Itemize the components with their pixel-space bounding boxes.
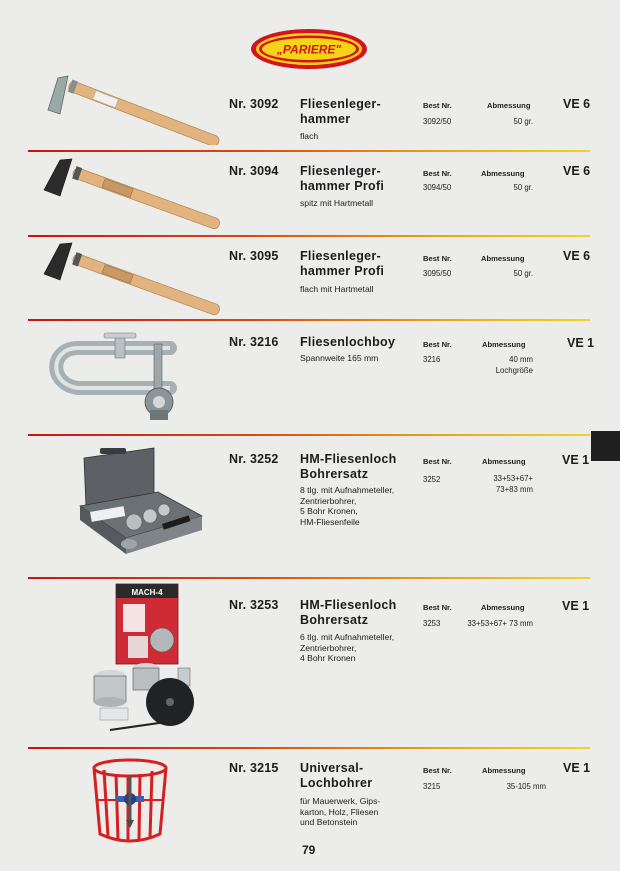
article-number: Nr. 3095 xyxy=(229,249,279,263)
dimension-line: 33+53+67+ xyxy=(493,474,533,483)
description-line: 4 Bohr Kronen xyxy=(300,653,356,663)
abmessung-header: Abmessung xyxy=(481,603,525,612)
product-title xyxy=(300,598,397,628)
packaging-unit: VE 6 xyxy=(563,97,591,111)
dimension-line: Lochgröße xyxy=(495,365,533,375)
dimension-line: 50 gr. xyxy=(513,117,533,126)
product-title xyxy=(300,761,372,791)
best-nr-header: Best Nr. xyxy=(423,169,452,178)
description-line: spitz mit Hartmetall xyxy=(300,198,374,208)
dimension xyxy=(423,117,533,128)
drill-bit-set-package-icon xyxy=(30,580,230,740)
packaging-unit: VE 1 xyxy=(562,453,590,467)
product-image-3095 xyxy=(30,238,230,318)
description-line: 6 tlg. mit Aufnahmeteller, xyxy=(300,632,395,642)
best-nr-header: Best Nr. xyxy=(423,340,452,349)
article-number: Nr. 3092 xyxy=(229,97,279,111)
abmessung-header: Abmessung xyxy=(482,457,526,466)
description-line: karton, Holz, Fliesen xyxy=(300,806,379,817)
abmessung-header: Abmessung xyxy=(482,766,526,775)
product-image-3092 xyxy=(30,70,230,145)
article-number: Nr. 3252 xyxy=(229,452,279,466)
product-image-3216 xyxy=(30,324,230,430)
title-line: Fliesenlochboy xyxy=(300,335,396,349)
title-line: hammer xyxy=(300,112,351,126)
order-number: 3253 xyxy=(423,619,441,628)
description-line: und Betonstein xyxy=(300,817,358,827)
universal-hole-drill-icon xyxy=(30,756,230,851)
page-number: 79 xyxy=(302,843,316,857)
packaging-unit: VE 6 xyxy=(563,249,591,263)
product-image-3253 xyxy=(30,580,230,740)
order-number: 3215 xyxy=(423,782,441,791)
product-description xyxy=(300,485,394,527)
title-line: Lochbohrer xyxy=(300,776,373,790)
product-title xyxy=(300,97,381,127)
product-description xyxy=(300,353,378,364)
tiling-hammer-profi-icon xyxy=(30,152,230,232)
separator-rule xyxy=(28,434,590,436)
article-number: Nr. 3094 xyxy=(229,164,279,178)
packaging-unit: VE 6 xyxy=(563,164,591,178)
product-description xyxy=(300,284,374,295)
best-nr-header: Best Nr. xyxy=(423,603,452,612)
logo-text: „PARIERE" xyxy=(276,42,342,57)
best-nr-header: Best Nr. xyxy=(423,254,452,263)
description-line: HM-Fliesenfeile xyxy=(300,516,360,527)
product-description xyxy=(300,632,394,664)
tile-hole-cutter-icon xyxy=(30,324,230,430)
product-image-3252 xyxy=(30,444,230,566)
product-description xyxy=(300,198,373,209)
separator-rule xyxy=(28,577,590,579)
dimension xyxy=(436,782,546,793)
article-number: Nr. 3215 xyxy=(229,761,279,775)
product-title xyxy=(300,249,384,279)
tiling-hammer-profi-flat-icon xyxy=(30,238,230,318)
dimension xyxy=(423,355,533,376)
description-line: für Mauerwerk, Gips- xyxy=(300,796,381,806)
title-line: HM-Fliesenloch xyxy=(300,598,397,612)
chapter-tab-marker xyxy=(591,431,620,461)
dimension xyxy=(423,619,533,630)
description-line: flach mit Hartmetall xyxy=(300,284,374,294)
title-line: Bohrersatz xyxy=(300,467,369,481)
description-line: Zentrierbohrer, xyxy=(300,495,357,506)
order-number: 3092/50 xyxy=(423,117,452,126)
title-line: Universal- xyxy=(300,761,364,775)
dimension xyxy=(423,183,533,194)
separator-rule xyxy=(28,747,590,749)
title-line: Fliesenleger- xyxy=(300,164,382,178)
separator-rule xyxy=(28,235,590,237)
description-line: flach xyxy=(300,131,319,141)
packaging-unit: VE 1 xyxy=(563,761,591,775)
packaging-unit: VE 1 xyxy=(567,336,595,350)
dimension-line: 50 gr. xyxy=(513,183,533,192)
dimension-line: 33+53+67+ 73 mm xyxy=(467,619,533,628)
title-line: hammer Profi xyxy=(300,264,385,278)
order-number: 3252 xyxy=(423,475,441,484)
product-description xyxy=(300,796,380,828)
tiling-hammer-icon xyxy=(30,70,230,145)
dimension-line: 35-105 mm xyxy=(506,782,546,791)
pariere-logo-graphic xyxy=(250,28,368,70)
product-title xyxy=(300,452,397,482)
product-description xyxy=(300,131,318,142)
best-nr-header: Best Nr. xyxy=(423,101,452,110)
dimension-line: 50 gr. xyxy=(513,269,533,278)
pariere-logo[interactable] xyxy=(250,28,368,70)
description-line: 5 Bohr Kronen, xyxy=(300,506,358,516)
product-title xyxy=(300,164,384,194)
product-image-3215 xyxy=(30,756,230,851)
title-line: Fliesenleger- xyxy=(300,97,382,111)
product-title xyxy=(300,335,395,350)
best-nr-header: Best Nr. xyxy=(423,457,452,466)
article-number: Nr. 3216 xyxy=(229,335,279,349)
description-line: 8 tlg. mit Aufnahmeteller, xyxy=(300,485,395,495)
order-number: 3095/50 xyxy=(423,269,452,278)
dimension-line: 40 mm xyxy=(509,355,533,364)
separator-rule xyxy=(28,319,590,321)
article-number: Nr. 3253 xyxy=(229,598,279,612)
best-nr-header: Best Nr. xyxy=(423,766,452,775)
description-line: Spannweite 165 mm xyxy=(300,353,379,363)
abmessung-header: Abmessung xyxy=(481,254,525,263)
dimension xyxy=(423,474,533,495)
title-line: Bohrersatz xyxy=(300,613,369,627)
title-line: Fliesenleger- xyxy=(300,249,382,263)
abmessung-header: Abmessung xyxy=(482,340,526,349)
title-line: HM-Fliesenloch xyxy=(300,452,397,466)
description-line: Zentrierbohrer, xyxy=(300,642,357,653)
packaging-unit: VE 1 xyxy=(562,599,590,613)
drill-bit-set-case-icon xyxy=(30,444,230,566)
dimension-line: 73+83 mm xyxy=(495,484,533,494)
dimension xyxy=(423,269,533,280)
abmessung-header: Abmessung xyxy=(487,101,531,110)
order-number: 3216 xyxy=(423,355,441,364)
order-number: 3094/50 xyxy=(423,183,452,192)
package-brand-text: MACH-4 xyxy=(131,588,163,597)
title-line: hammer Profi xyxy=(300,179,385,193)
abmessung-header: Abmessung xyxy=(481,169,525,178)
product-image-3094 xyxy=(30,152,230,232)
